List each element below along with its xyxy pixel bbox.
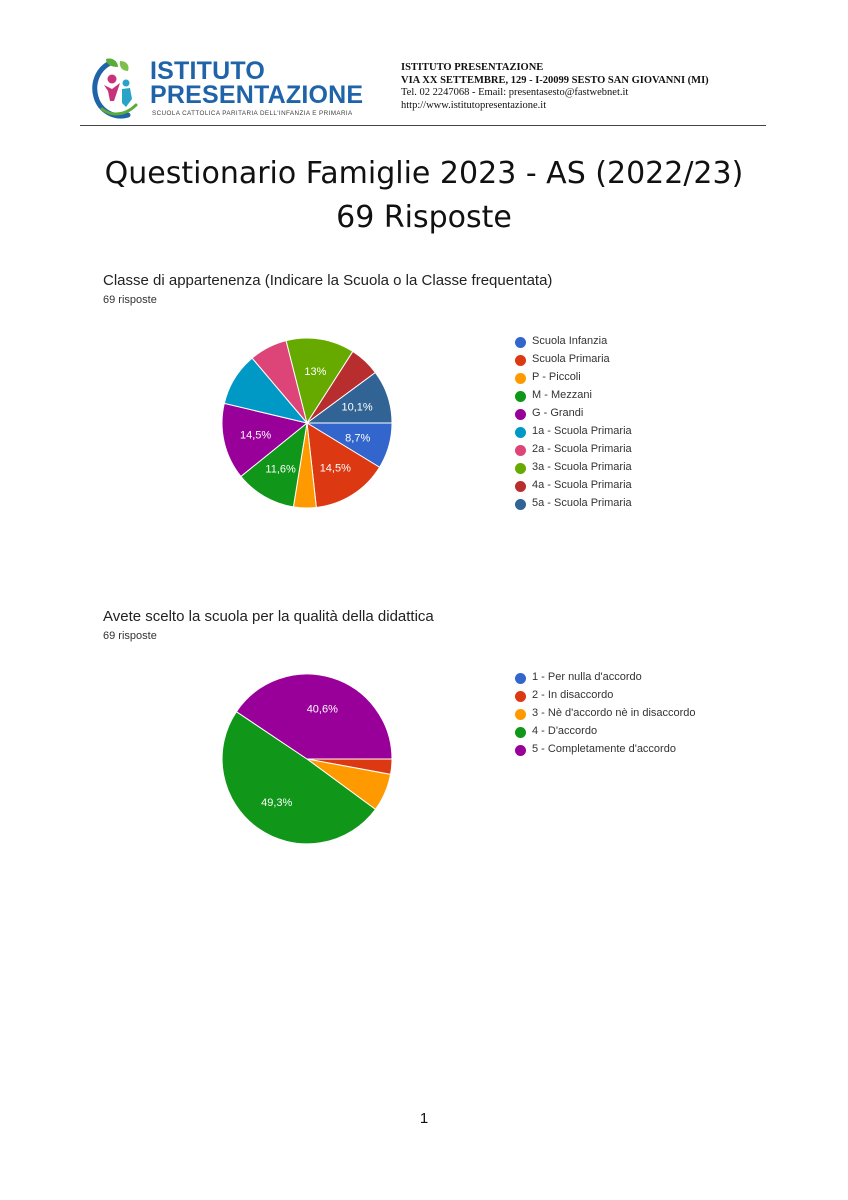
chart2-legend-swatch-4 — [515, 745, 526, 756]
chart1-legend-label-6: 2a - Scuola Primaria — [532, 443, 632, 455]
chart1-legend-swatch-7 — [515, 463, 526, 474]
chart1-legend-label-1: Scuola Primaria — [532, 353, 610, 365]
chart1-legend-label-9: 5a - Scuola Primaria — [532, 497, 632, 509]
chart1-legend-swatch-0 — [515, 337, 526, 348]
chart1-legend-label-8: 4a - Scuola Primaria — [532, 479, 632, 491]
chart1-legend-label-3: M - Mezzani — [532, 389, 592, 401]
chart2-legend-swatch-2 — [515, 709, 526, 720]
chart1-pie — [220, 336, 394, 510]
school-logo — [88, 55, 363, 123]
chart1-title: Classe di appartenenza (Indicare la Scuola o la Classe frequentata) — [103, 272, 553, 289]
school-address: VIA XX SETTEMBRE, 129 - I-20099 SESTO SAN GIOVANNI (MI) — [401, 74, 709, 86]
chart2-legend-swatch-3 — [515, 727, 526, 738]
chart1-response-count: 69 risposte — [103, 294, 157, 306]
chart1-legend-swatch-8 — [515, 481, 526, 492]
school-name: ISTITUTO PRESENTAZIONE — [401, 62, 544, 73]
school-website: http://www.istitutopresentazione.it — [401, 99, 547, 111]
chart2-data-label-3: 49,3% — [261, 797, 293, 810]
chart1-data-label-1: 14,5% — [319, 462, 351, 475]
chart1-legend-label-2: P - Piccoli — [532, 371, 581, 383]
chart1-data-label-3: 11,6% — [265, 463, 296, 476]
chart1-data-label-4: 14,5% — [239, 429, 272, 442]
chart2-legend-swatch-1 — [515, 691, 526, 702]
page-title — [0, 152, 848, 240]
letterhead — [0, 0, 848, 130]
letterhead-contact-block — [401, 62, 709, 112]
school-contact: Tel. 02 2247068 - Email: presentasesto@fastwebnet.it — [401, 87, 629, 98]
chart1-legend-label-4: G - Grandi — [532, 407, 584, 419]
chart1-legend-label-0: Scuola Infanzia — [532, 335, 608, 347]
chart1-data-label-9: 10,1% — [341, 401, 373, 414]
chart1-legend-swatch-9 — [515, 499, 526, 510]
logo-emblem-icon — [88, 55, 144, 123]
chart1-legend-swatch-3 — [515, 391, 526, 402]
chart1-legend-swatch-4 — [515, 409, 526, 420]
chart2-legend-label-3: 4 - D'accordo — [532, 725, 598, 737]
page-title-line-2: 69 Risposte — [336, 200, 512, 235]
logo-line-2: PRESENTAZIONE — [150, 81, 364, 109]
chart1-legend-swatch-1 — [515, 355, 526, 366]
chart1-legend-swatch-5 — [515, 427, 526, 438]
chart1-legend-swatch-2 — [515, 373, 526, 384]
logo-subtitle: SCUOLA CATTOLICA PARITARIA DELL'INFANZIA E PRIMARIA — [152, 110, 353, 117]
chart2-title: Avete scelto la scuola per la qualità della didattica — [103, 608, 434, 625]
header-divider — [80, 125, 766, 126]
chart1-legend-label-5: 1a - Scuola Primaria — [532, 425, 632, 437]
chart2-data-label-4: 40,6% — [306, 703, 338, 716]
page-title-line-1: Questionario Famiglie 2023 - AS (2022/23) — [104, 156, 744, 191]
chart2-legend-label-0: 1 - Per nulla d'accordo — [532, 671, 642, 683]
logo-wordmark — [150, 59, 363, 107]
chart2-response-count: 69 risposte — [103, 630, 157, 642]
page-number: 1 — [419, 1110, 429, 1127]
logo-line-1: ISTITUTO — [150, 57, 266, 85]
chart1-legend-label-7: 3a - Scuola Primaria — [532, 461, 632, 473]
chart1-legend-swatch-6 — [515, 445, 526, 456]
chart2-legend-swatch-0 — [515, 673, 526, 684]
chart2-legend-label-2: 3 - Nè d'accordo nè in disaccordo — [532, 707, 696, 719]
chart2-legend-label-4: 5 - Completamente d'accordo — [532, 743, 676, 755]
chart2-legend-label-1: 2 - In disaccordo — [532, 689, 614, 701]
chart1-data-label-0: 8,7% — [345, 432, 371, 445]
chart2-pie — [220, 672, 394, 846]
chart1-data-label-7: 13% — [304, 366, 327, 378]
